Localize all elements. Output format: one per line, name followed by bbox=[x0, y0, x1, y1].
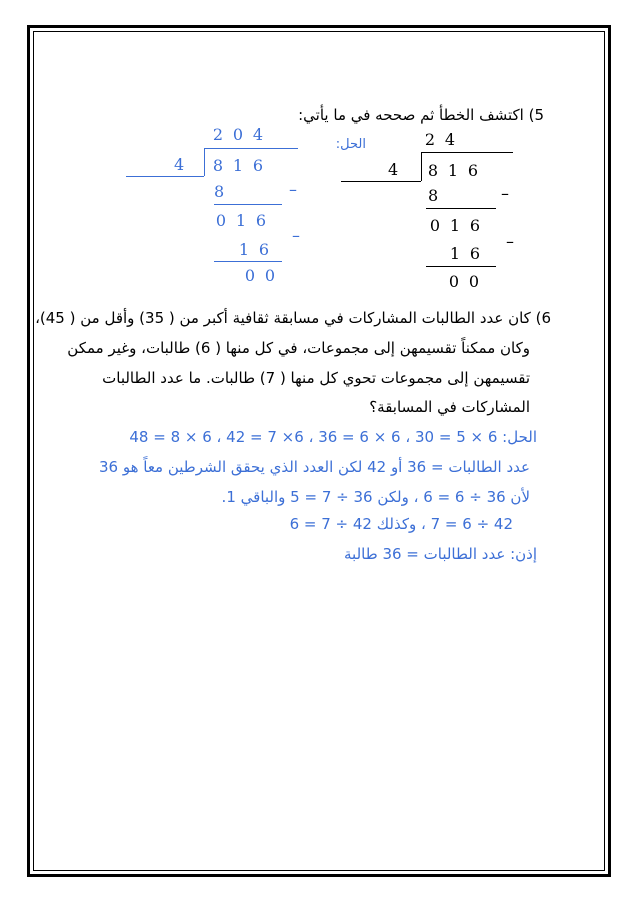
q5-heading: 5) اكتشف الخطأ ثم صححه في ما يأتي: bbox=[298, 106, 544, 124]
q6-solution-line-4: 42 ÷ 6 = 7 ، وكذلك 42 ÷ 7 = 6 bbox=[289, 515, 513, 533]
q6-line-4: المشاركات في المسابقة؟ bbox=[369, 398, 530, 416]
corrected-step2: 0 1 6 bbox=[215, 211, 267, 230]
corrected-remainder: 0 0 bbox=[244, 266, 276, 285]
erroneous-subtract-line-1 bbox=[426, 208, 496, 209]
corrected-subtract-line-1 bbox=[214, 204, 282, 205]
erroneous-divisor: 4 bbox=[388, 160, 399, 179]
corrected-step1: 8 bbox=[214, 182, 225, 201]
erroneous-bracket bbox=[421, 152, 422, 181]
erroneous-remainder: 0 0 bbox=[448, 272, 480, 291]
erroneous-quotient: 2 4 bbox=[424, 130, 456, 149]
erroneous-subtract-line-2 bbox=[426, 266, 496, 267]
q6-solution-line-1: الحل: 6 × 5 = 30 ، 6 × 6 = 36 ، 6× 7 = 42 ، 6 × 8 = 48 bbox=[129, 428, 537, 446]
q6-line-3: تقسيمهن إلى مجموعات تحوي كل منها ( 7) طالبات. ما عدد الطالبات bbox=[102, 369, 530, 387]
corrected-divisor: 4 bbox=[174, 155, 185, 174]
corrected-quotient: 2 0 4 bbox=[212, 125, 264, 144]
erroneous-divisor-line bbox=[341, 181, 421, 182]
corrected-dividend: 8 1 6 bbox=[212, 156, 264, 175]
erroneous-step1: 8 bbox=[428, 186, 439, 205]
corrected-bar bbox=[204, 148, 298, 149]
erroneous-step2: 0 1 6 bbox=[429, 216, 481, 235]
erroneous-dividend: 8 1 6 bbox=[427, 161, 479, 180]
erroneous-bar bbox=[421, 152, 513, 153]
page-border-inner bbox=[33, 31, 605, 871]
q5-solution-label: الحل: bbox=[335, 137, 366, 152]
q6-solution-line-2: عدد الطالبات = 36 أو 42 لكن العدد الذي يحقق الشرطين معاً هو 36 bbox=[98, 458, 530, 476]
corrected-bracket bbox=[204, 148, 205, 176]
corrected-minus-2: – bbox=[292, 226, 300, 245]
corrected-minus-1: – bbox=[289, 180, 297, 199]
q6-solution-line-5: إذن: عدد الطالبات = 36 طالبة bbox=[344, 545, 537, 563]
erroneous-minus-1: – bbox=[501, 184, 509, 203]
erroneous-step3: 1 6 bbox=[449, 244, 481, 263]
corrected-divisor-line bbox=[126, 176, 204, 177]
erroneous-minus-2: – bbox=[506, 232, 514, 251]
q6-line-1: 6) كان عدد الطالبات المشاركات في مسابقة ثقافية أكبر من ( 35) وأقل من ( 45)، bbox=[35, 309, 551, 327]
q6-line-2: وكان ممكناً تقسيمهن إلى مجموعات، في كل منها ( 6) طالبات، وغير ممكن bbox=[67, 339, 530, 357]
corrected-subtract-line-2 bbox=[214, 261, 282, 262]
corrected-step3: 1 6 bbox=[238, 240, 270, 259]
q6-solution-line-3: لأن 36 ÷ 6 = 6 ، ولكن 36 ÷ 7 = 5 والباقي 1. bbox=[221, 488, 530, 506]
